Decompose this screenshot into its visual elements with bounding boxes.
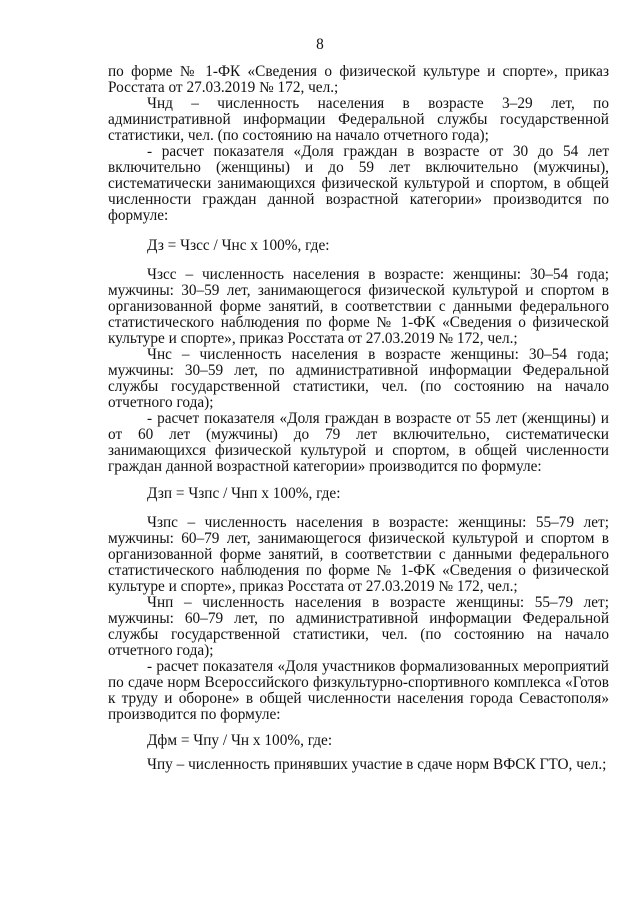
paragraph-dz-indicator-description: - расчет показателя «Доля граждан в возрасте от 30 до 54 лет включительно (женщины) и до 59 лет включительно (мужчины), систематически занимающихся физической культурой и спортом, в общей численности граждан данной возрастной категории» производится по формуле:: [108, 143, 609, 224]
page-number: 8: [316, 36, 324, 53]
paragraph-dzp-indicator-description: - расчет показателя «Доля граждан в возрасте от 55 лет (женщины) и от 60 лет (мужчины) до 79 лет включительно, систематически занимающихся физической культурой и спортом, в общей численности граждан данной возрастной категории» производится по формуле:: [108, 410, 609, 475]
document-body: [108, 64, 609, 773]
paragraph-chzps-definition: Чзпс – численность населения в возрасте: женщины: 55–79 лет; мужчины: 60–79 лет, занимающегося физической культурой и спортом в организованной форме занятий, в соответствии с данными федерального статистического наблюдения по форме № 1-ФК «Сведения о физической культуре и спорте», приказ Росстата от 27.03.2019 № 172, чел.;: [108, 514, 609, 595]
formula-dzp: Дзп = Чзпс / Чнп х 100%, где:: [147, 485, 341, 502]
paragraph-chns-definition: Чнс – численность населения в возрасте женщины: 30–54 года; мужчины: 30–59 лет, по административной информации Федеральной службы государственной статистики, чел. (по состоянию на начало отчетного года);: [108, 346, 609, 411]
paragraph-chpu-definition: Чпу – численность принявших участие в сдаче норм ВФСК ГТО, чел.;: [147, 756, 607, 773]
formula-dz: Дз = Чзсс / Чнс х 100%, где:: [147, 237, 330, 254]
paragraph-chnd-definition: Чнд – численность населения в возрасте 3–29 лет, по административной информации Федеральной службы государственной статистики, чел. (по состоянию на начало отчетного года);: [108, 95, 609, 144]
paragraph-dfm-indicator-description: - расчет показателя «Доля участников формализованных мероприятий по сдаче норм Всероссийского физкультурно-спортивного комплекса «Готов к труду и обороне» в общей численности населения города Севастополя» производится по формуле:: [108, 658, 609, 723]
paragraph-chnp-definition: Чнп – численность населения в возрасте женщины: 55–79 лет; мужчины: 60–79 лет, по административной информации Федеральной службы государственной статистики, чел. (по состоянию на начало отчетного года);: [108, 594, 609, 659]
paragraph-form-reference-end: по форме № 1-ФК «Сведения о физической культуре и спорте», приказ Росстата от 27.03.2019 № 172, чел.;: [108, 63, 609, 96]
formula-dfm: Дфм = Чпу / Чн х 100%, где:: [147, 732, 333, 749]
paragraph-chzss-definition: Чзсс – численность населения в возрасте: женщины: 30–54 года; мужчины: 30–59 лет, занимающегося физической культурой и спортом в организованной форме занятий, в соответствии с данными федерального статистического наблюдения по форме № 1-ФК «Сведения о физической культуре и спорте», приказ Росстата от 27.03.2019 № 172, чел.;: [108, 266, 609, 347]
